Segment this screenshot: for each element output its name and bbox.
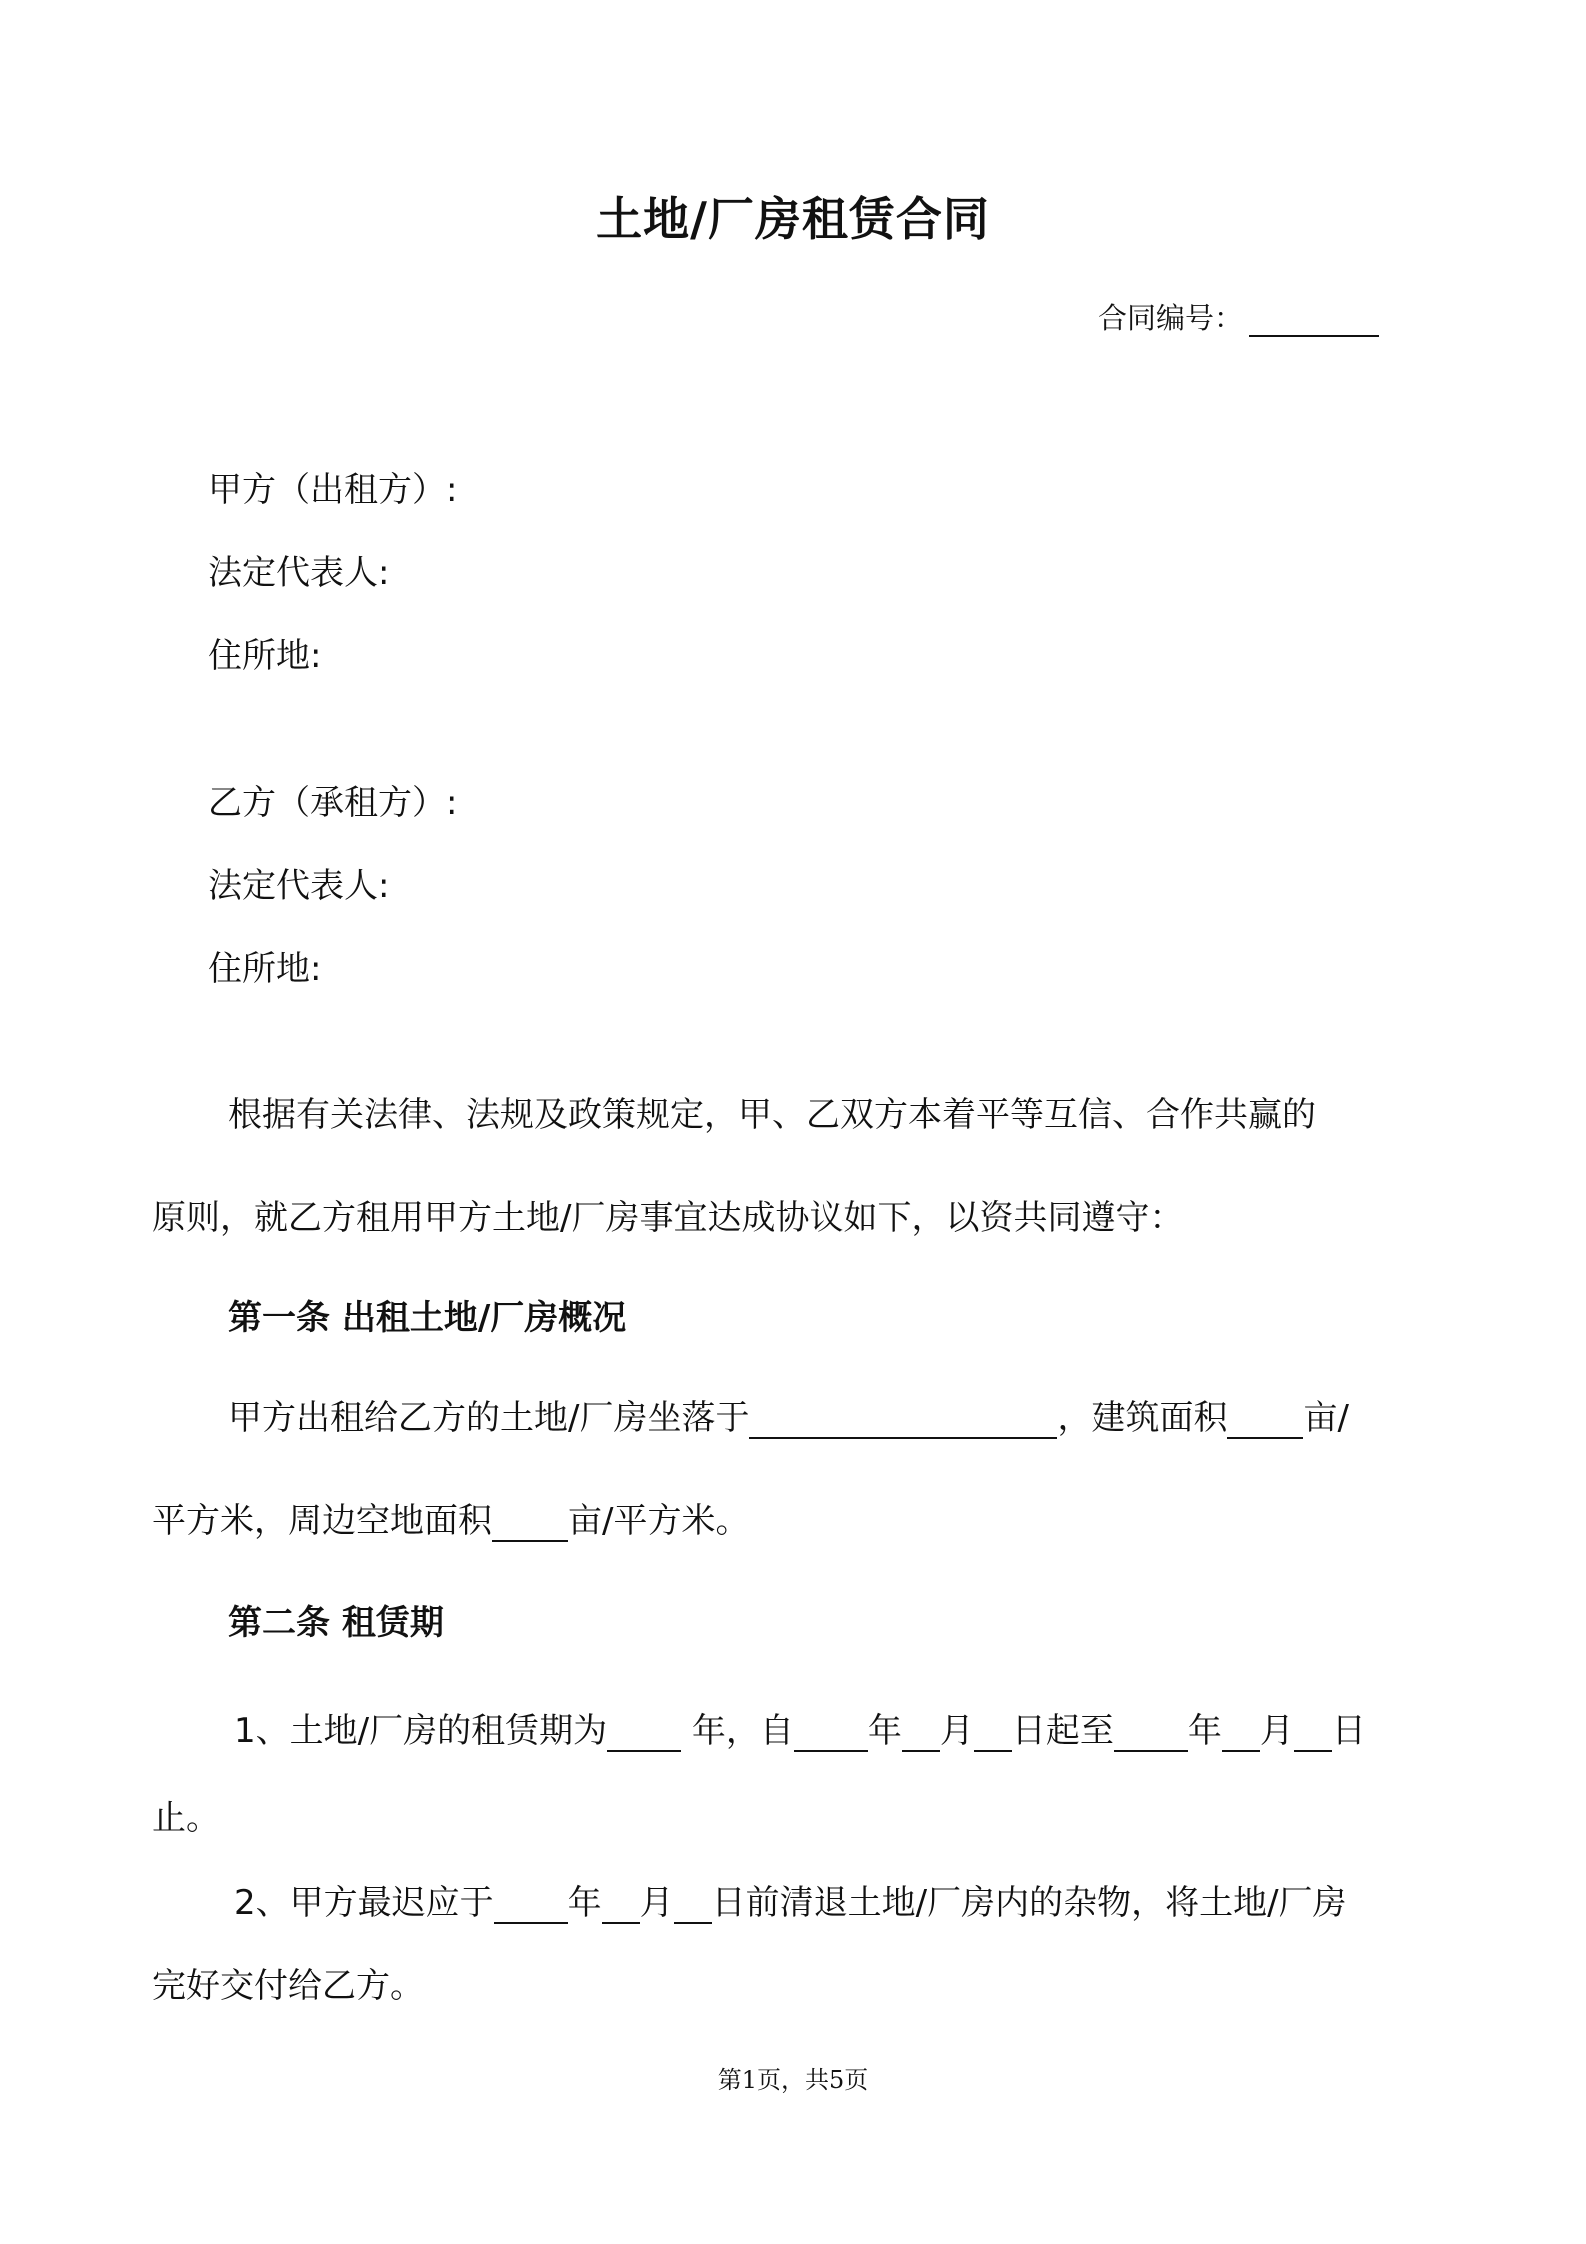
- item-1-text-b: 年，自: [691, 1711, 794, 1751]
- article-2-item-1-cont: 止。: [152, 1798, 220, 1838]
- party-b-address-label: 住所地:: [208, 949, 322, 989]
- term-years-blank: [607, 1712, 681, 1752]
- handover-year-blank: [494, 1884, 568, 1924]
- item-1-text-c: 年: [867, 1711, 902, 1751]
- contract-number-label: 合同编号：: [1098, 301, 1244, 335]
- article-1-text-c: 亩/: [1303, 1398, 1349, 1438]
- item-1-text-e: 日起至: [1011, 1711, 1114, 1751]
- contract-number-blank: [1249, 301, 1379, 337]
- start-year-blank: [794, 1712, 868, 1752]
- end-year-blank: [1114, 1712, 1188, 1752]
- article-2-item-2: [234, 1875, 1347, 1924]
- intro-line-2: 原则，就乙方租用甲方土地/厂房事宜达成协议如下，以资共同遵守：: [152, 1198, 1184, 1238]
- handover-month-blank: [602, 1884, 640, 1924]
- article-1-text-d: 平方米，周边空地面积: [152, 1501, 492, 1541]
- item-2-text-a: 2、甲方最迟应于: [234, 1883, 494, 1923]
- end-day-blank: [1294, 1712, 1332, 1752]
- article-1-heading: 第一条 出租土地/厂房概况: [228, 1298, 627, 1338]
- party-b-representative-label: 法定代表人:: [208, 866, 390, 906]
- start-day-blank: [974, 1712, 1012, 1752]
- article-1-line-1: [228, 1390, 1349, 1439]
- item-2-text-d: 日前清退土地/厂房内的杂物，将土地/厂房: [711, 1883, 1347, 1923]
- item-1-text-g: 月: [1259, 1711, 1294, 1751]
- item-1-text-a: 1、土地/厂房的租赁期为: [234, 1711, 608, 1751]
- article-1-text-e: 亩/平方米。: [568, 1501, 750, 1541]
- start-month-blank: [902, 1712, 940, 1752]
- building-area-blank: [1227, 1399, 1303, 1439]
- article-2-heading: 第二条 租赁期: [228, 1603, 444, 1643]
- article-2-item-1: [234, 1703, 1366, 1752]
- item-2-text-c: 月: [639, 1883, 674, 1923]
- document-title: 土地/厂房租赁合同: [596, 192, 990, 246]
- intro-line-1: 根据有关法律、法规及政策规定，甲、乙双方本着平等互信、合作共赢的: [228, 1095, 1316, 1135]
- article-1-line-2: [152, 1493, 1442, 1542]
- page-footer: 第1页，共5页: [717, 2066, 869, 2094]
- location-blank: [749, 1399, 1057, 1439]
- item-1-text-h: 日: [1331, 1711, 1366, 1751]
- party-a-representative-label: 法定代表人:: [208, 553, 390, 593]
- party-b-label: 乙方（承租方）:: [208, 783, 458, 823]
- party-a-label: 甲方（出租方）:: [208, 470, 458, 510]
- vacant-area-blank: [492, 1502, 568, 1542]
- party-a-address-label: 住所地:: [208, 636, 322, 676]
- item-1-text-f: 年: [1187, 1711, 1222, 1751]
- handover-day-blank: [674, 1884, 712, 1924]
- end-month-blank: [1222, 1712, 1260, 1752]
- item-2-text-b: 年: [567, 1883, 602, 1923]
- article-1-text-a: 甲方出租给乙方的土地/厂房坐落于: [228, 1398, 750, 1438]
- item-1-text-d: 月: [939, 1711, 974, 1751]
- article-1-text-b: ，建筑面积: [1057, 1398, 1228, 1438]
- contract-number: [1098, 296, 1379, 337]
- article-2-item-2-cont: 完好交付给乙方。: [152, 1966, 424, 2006]
